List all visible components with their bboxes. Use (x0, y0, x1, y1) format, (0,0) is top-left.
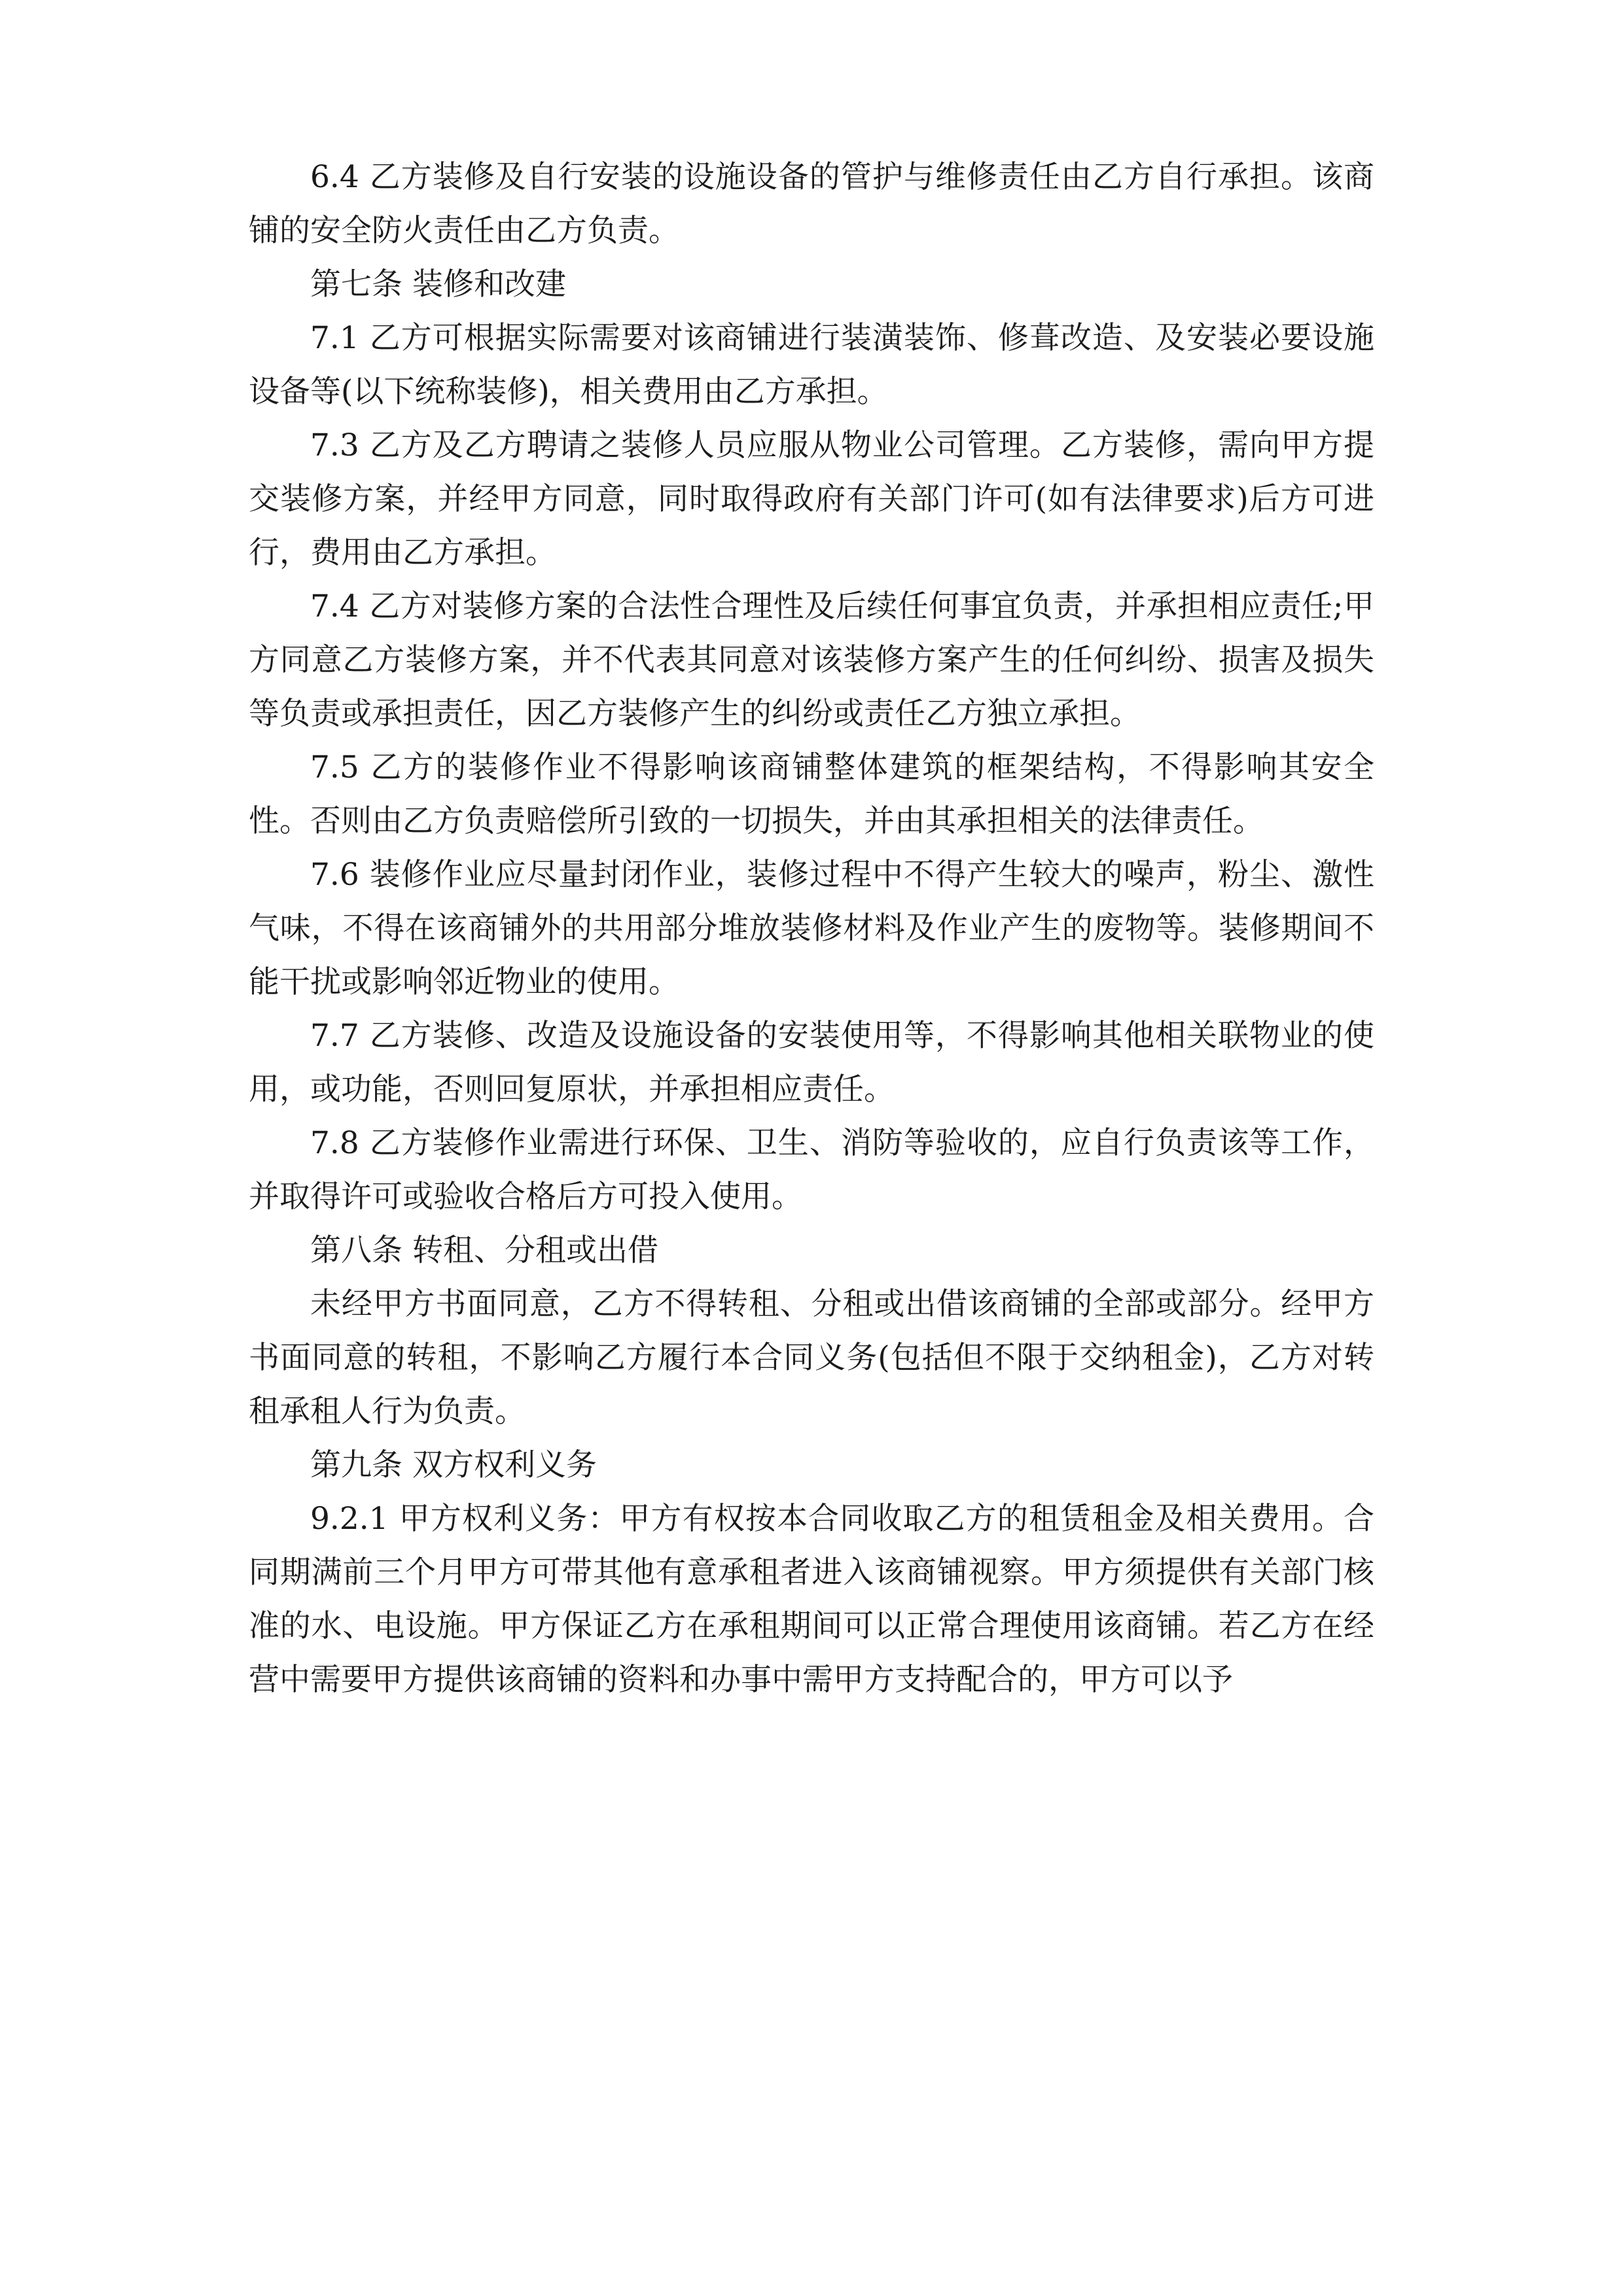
clause-7-1: 7.1 乙方可根据实际需要对该商铺进行装潢装饰、修葺改造、及安装必要设施设备等(以下统称装修)，相关费用由乙方承担。 (249, 320, 1374, 410)
article-8-heading: 第八条 转租、分租或出借 (310, 1232, 658, 1268)
clause-7-3: 7.3 乙方及乙方聘请之装修人员应服从物业公司管理。乙方装修，需向甲方提交装修方案，并经甲方同意，同时取得政府有关部门许可(如有法律要求)后方可进行，费用由乙方承担。 (249, 427, 1374, 571)
article-7-heading: 第七条 装修和改建 (310, 266, 566, 302)
document-body (249, 151, 1374, 1707)
clause-7-8: 7.8 乙方装修作业需进行环保、卫生、消防等验收的，应自行负责该等工作，并取得许可或验收合格后方可投入使用。 (249, 1125, 1374, 1215)
article-9-heading: 第九条 双方权利义务 (310, 1447, 597, 1483)
clause-9-2-1: 9.2.1 甲方权利义务：甲方有权按本合同收取乙方的租赁租金及相关费用。合同期满前三个月甲方可带其他有意承租者进入该商铺视察。甲方须提供有关部门核准的水、电设施。甲方保证乙方在承租期间可以正常合理使用该商铺。若乙方在经营中需要甲方提供该商铺的资料和办事中需甲方支持配合的，甲方可以予 (249, 1501, 1374, 1698)
clause-6-4: 6.4 乙方装修及自行安装的设施设备的管护与维修责任由乙方自行承担。该商铺的安全防火责任由乙方负责。 (249, 159, 1374, 249)
clause-7-7: 7.7 乙方装修、改造及设施设备的安装使用等，不得影响其他相关联物业的使用，或功能，否则回复原状，并承担相应责任。 (249, 1018, 1374, 1107)
clause-7-6: 7.6 装修作业应尽量封闭作业，装修过程中不得产生较大的噪声，粉尘、激性气味，不得在该商铺外的共用部分堆放装修材料及作业产生的废物等。装修期间不能干扰或影响邻近物业的使用。 (249, 857, 1374, 1000)
article-8-body: 未经甲方书面同意，乙方不得转租、分租或出借该商铺的全部或部分。经甲方书面同意的转租，不影响乙方履行本合同义务(包括但不限于交纳租金)，乙方对转租承租人行为负责。 (249, 1286, 1374, 1429)
clause-7-5: 7.5 乙方的装修作业不得影响该商铺整体建筑的框架结构，不得影响其安全性。否则由乙方负责赔偿所引致的一切损失，并由其承担相关的法律责任。 (249, 749, 1374, 839)
clause-7-4: 7.4 乙方对装修方案的合法性合理性及后续任何事宜负责，并承担相应责任;甲方同意乙方装修方案，并不代表其同意对该装修方案产生的任何纠纷、损害及损失等负责或承担责任，因乙方装修产生的纠纷或责任乙方独立承担。 (249, 588, 1374, 732)
